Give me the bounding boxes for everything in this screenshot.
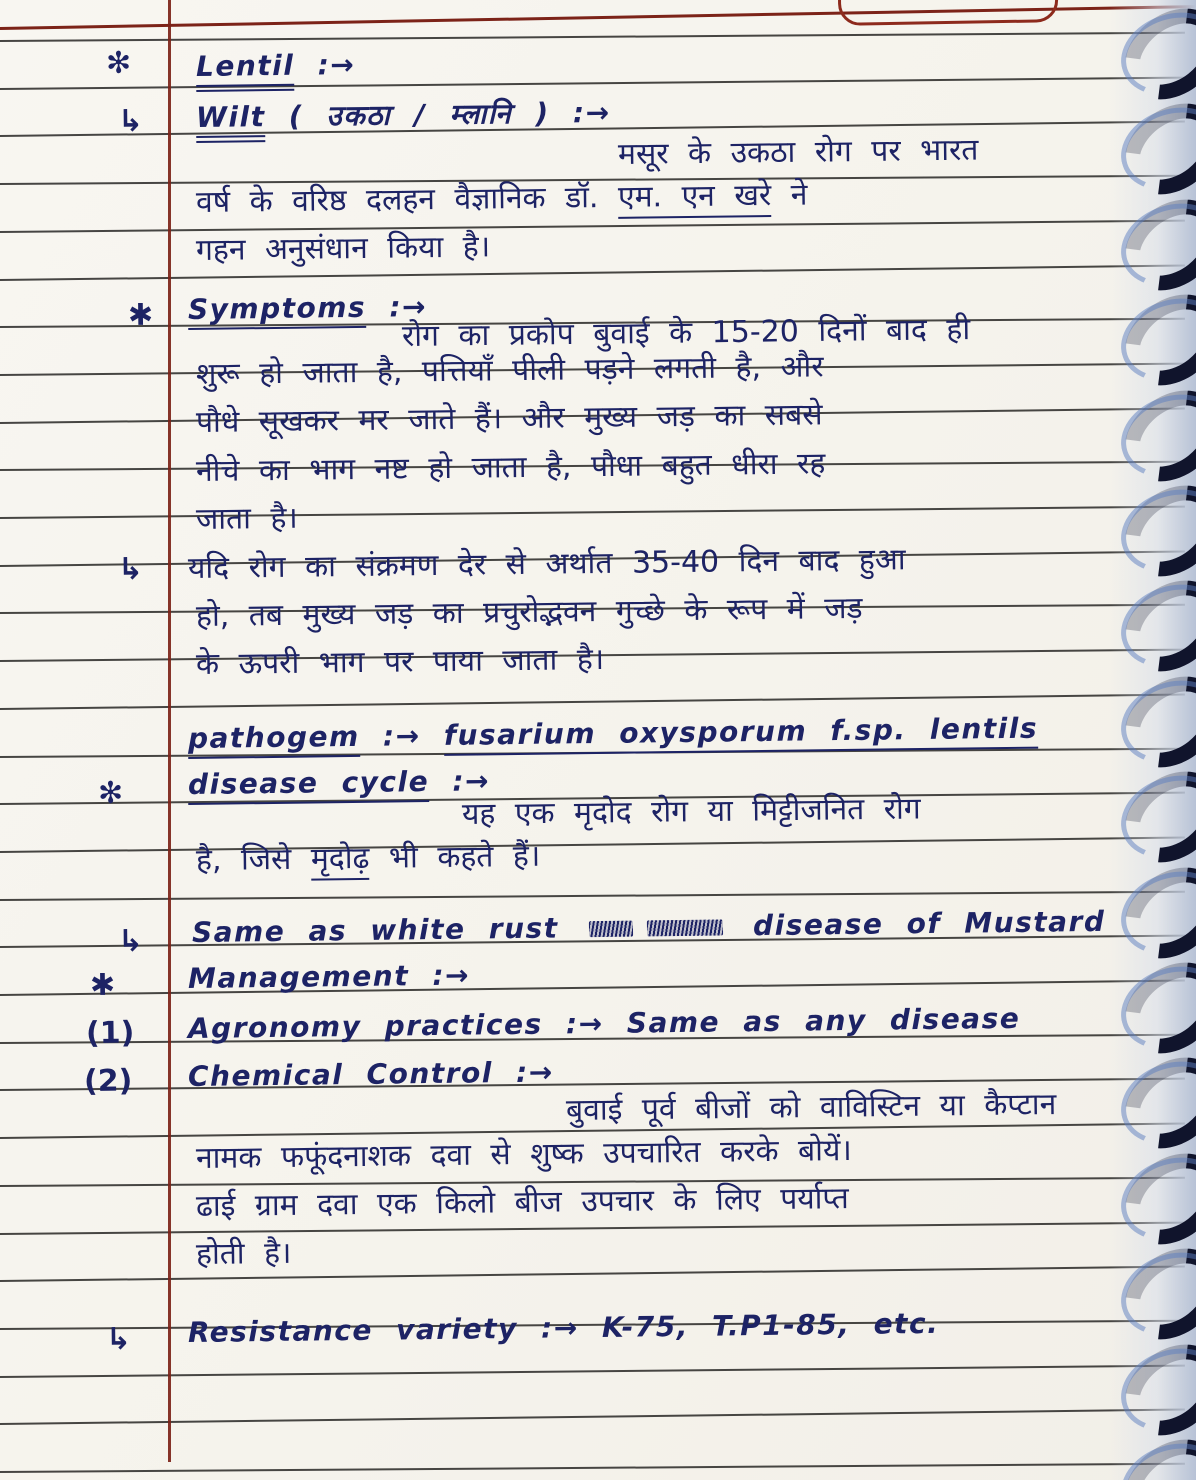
spiral-ring-icon: [1107, 1230, 1196, 1358]
title-lentil: [196, 48, 356, 83]
text-segment: Chemical Control :→: [187, 1055, 554, 1093]
margin-marker: ↳: [117, 103, 144, 139]
ruled-line: [0, 1221, 1185, 1234]
spiral-ring-icon: [1107, 848, 1196, 976]
scribbled-out-word: [589, 921, 633, 938]
note-line: [196, 834, 541, 879]
margin-marker: ✻: [97, 775, 124, 811]
text-segment: Same as white rust: [191, 911, 583, 949]
margin-marker: ↳: [105, 1321, 132, 1357]
note-line: [196, 586, 863, 635]
text-segment: :→: [359, 718, 445, 753]
text-segment: नीचे का भाग नष्ट हो जाता है, पौधा बहुत धीरा रह: [195, 446, 826, 489]
resistance-variety-line: [188, 1307, 940, 1349]
text-segment: :→: [294, 48, 356, 82]
heading-wilt: [196, 93, 611, 136]
text-segment: Resistance variety :→ K-75, T.P1-85, etc.: [187, 1306, 940, 1349]
spiral-ring-icon: [1107, 85, 1196, 213]
spiral-ring-icon: [1107, 276, 1196, 404]
note-line: [188, 537, 906, 587]
note-line: [196, 1176, 849, 1225]
text-segment: Agronomy practices :→ Same as any disease: [187, 1001, 1021, 1045]
heading-symptoms: [188, 290, 427, 326]
spiral-ring-icon: [1107, 1039, 1196, 1167]
ruled-line: [0, 836, 1185, 852]
text-segment: के ऊपरी भाग पर पाया जाता है।: [195, 642, 605, 682]
margin-marker: ✱: [127, 297, 154, 333]
spiral-ring-icon: [1107, 562, 1196, 690]
ruled-line: [0, 1364, 1185, 1377]
text-segment: यह एक मृदोद रोग या मिट्टीजनित रोग: [461, 791, 921, 832]
scribbled-out-word: [647, 920, 723, 937]
ruled-line: [0, 32, 1185, 42]
note-line: [196, 392, 823, 441]
text-segment: Symptoms: [188, 291, 367, 330]
text-segment: एम. एन खरे: [618, 178, 772, 219]
text-segment: गहन अनुसंधान किया है।: [195, 229, 491, 268]
spiral-ring-icon: [1107, 658, 1196, 786]
ruled-line: [0, 506, 1185, 519]
note-line: [196, 224, 491, 269]
spiral-ring-icon: [1107, 467, 1196, 595]
ruled-line: [0, 980, 1185, 996]
text-segment: pathogem: [188, 720, 360, 759]
ruled-line: [0, 693, 1185, 709]
note-line: [188, 1002, 1021, 1045]
ruled-line: [0, 264, 1185, 280]
note-line: [196, 344, 824, 393]
note-line: [196, 441, 826, 490]
text-segment: मसूर के उकठा रोग पर भारत: [617, 132, 979, 172]
text-segment: रोग का प्रकोप बुवाई के 15-20 दिनों बाद ही: [401, 312, 971, 354]
text-segment: ने: [770, 177, 808, 213]
note-line: [462, 786, 921, 833]
margin-marker: (2): [83, 1063, 133, 1099]
heading-disease-cycle: [188, 764, 490, 801]
text-segment: जाता है।: [195, 500, 298, 537]
text-segment: disease of Mustard: [729, 904, 1106, 943]
ruled-line: [0, 76, 1185, 89]
text-segment: Lentil: [196, 49, 295, 92]
text-segment: Wilt: [196, 100, 266, 143]
spiral-ring-icon: [1107, 0, 1196, 118]
text-segment: पौधे सूखकर मर जाते हैं। और मुख्य जड़ का सबसे: [195, 397, 823, 440]
spiral-ring-icon: [1107, 181, 1196, 309]
text-segment: भी कहते हैं।: [369, 838, 541, 876]
text-segment: नामक फफूंदनाशक दवा से शुष्क उपचारित करके बोयें।: [195, 1132, 852, 1176]
text-segment: ढाई ग्राम दवा एक किलो बीज उपचार के लिए पर्याप्त: [195, 1181, 849, 1224]
text-segment: :→: [428, 764, 491, 799]
ruled-line: [0, 219, 1185, 232]
text-segment: fusarium oxysporum f.sp. lentils: [444, 712, 1039, 756]
text-segment: है, जिसे: [195, 841, 312, 878]
margin-marker: (1): [85, 1015, 135, 1051]
ruled-line: [0, 1266, 1185, 1282]
text-segment: शुरू हो जाता है, पत्तियाँ पीली पड़ने लगती है, और: [195, 349, 824, 392]
margin-marker: ✻: [105, 45, 132, 81]
text-segment: हो, तब मुख्य जड़ का प्रचुरोद्भवन गुच्छे के रूप में जड़: [195, 590, 863, 634]
text-segment: यदि रोग का संक्रमण देर से अर्थात 35-40 दिन बाद हुआ: [187, 542, 906, 586]
heading-management: [188, 959, 470, 995]
text-segment: ( उकठा / म्लानि ) :→: [265, 95, 611, 134]
text-segment: होती है।: [195, 1235, 292, 1272]
note-line: [196, 173, 808, 221]
spiral-ring-icon: [1107, 1325, 1196, 1453]
margin-marker: ↳: [117, 551, 144, 587]
heading-pathogen: [188, 712, 1038, 755]
text-segment: :→: [365, 290, 428, 324]
text-segment: वर्ष के वरिष्ठ दलहन वैज्ञानिक डॉ.: [195, 179, 619, 220]
note-line: [196, 1128, 852, 1177]
text-segment: disease cycle: [188, 765, 430, 805]
heading-chemical-control: [188, 1056, 554, 1093]
note-line: [196, 1231, 292, 1273]
spiral-ring-icon: [1107, 753, 1196, 881]
corner-box: [838, 0, 1059, 26]
spiral-ring-icon: [1107, 1135, 1196, 1263]
margin-marker: ↳: [117, 923, 144, 959]
text-segment: मृदोढ़: [311, 841, 370, 881]
note-line: [618, 128, 979, 173]
spiral-ring-icon: [1107, 944, 1196, 1072]
margin-marker: ✱: [89, 967, 116, 1003]
note-line: [566, 1082, 1057, 1129]
ruled-line: [0, 1463, 1185, 1473]
ruled-line: [0, 890, 1185, 900]
spiral-binding: [1110, 0, 1196, 1480]
ruled-line: [0, 1409, 1185, 1425]
note-line: [192, 905, 1106, 949]
spiral-ring-icon: [1107, 371, 1196, 499]
text-segment: बुवाई पूर्व बीजों को वाविस्टिन या कैप्टान: [565, 1087, 1057, 1128]
left-margin-line: [168, 0, 171, 1462]
note-line: [196, 496, 298, 538]
text-segment: Management :→: [187, 958, 471, 995]
note-line: [196, 637, 605, 683]
